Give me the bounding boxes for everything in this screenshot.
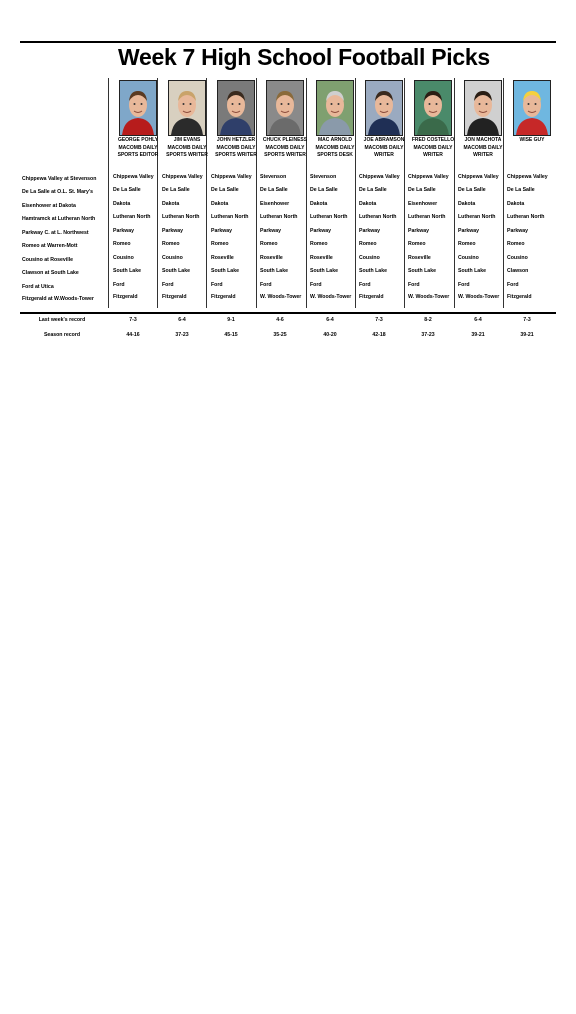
pick-cell: Lutheran North [113,214,151,220]
game-label: Clawson at South Lake [22,270,79,276]
pick-cell: Parkway [359,228,381,234]
pick-cell: Eisenhower [260,201,290,207]
pick-cell: Chippewa Valley [359,174,400,180]
pick-cell: De La Salle [162,187,190,193]
pick-cell: Lutheran North [310,214,348,220]
picker-caption [113,137,163,160]
pick-cell: Roseville [310,255,333,261]
fred-costello-photo-icon [414,80,452,136]
pick-cell: South Lake [359,268,387,274]
pick-cell: Ford [310,282,322,288]
column-divider [454,78,455,308]
pick-cell: Cousino [458,255,479,261]
picker-line2: MACOMB DAILY [216,144,256,151]
pick-cell: De La Salle [458,187,486,193]
season-record: 39-21 [471,332,485,338]
pick-cell: Lutheran North [458,214,496,220]
pick-cell: Fitzgerald [113,294,138,300]
pick-cell: De La Salle [260,187,288,193]
picker-line2: MACOMB DAILY [265,144,305,151]
pick-cell: Romeo [458,241,476,247]
game-label: Hamtramck at Lutheran North [22,216,96,222]
pick-cell: Parkway [310,228,332,234]
pick-cell: Cousino [507,255,528,261]
pick-cell: Roseville [211,255,234,261]
pick-cell: Dakota [113,201,131,207]
john-hetzler-photo-icon [217,80,255,136]
column-divider [503,78,504,308]
pick-cell: Lutheran North [359,214,397,220]
pick-cell: Lutheran North [162,214,200,220]
pick-cell: Dakota [359,201,377,207]
pick-cell: W. Woods-Tower [260,294,302,300]
pick-cell: Ford [458,282,470,288]
last-week-record: 7-3 [523,317,531,323]
picker-name: MAC ARNOLD [318,137,352,143]
pick-cell: Dakota [507,201,525,207]
column-divider [355,78,356,308]
pick-cell: Cousino [359,255,380,261]
pick-cell: De La Salle [113,187,141,193]
pick-cell: Dakota [310,201,328,207]
pick-cell: Ford [408,282,420,288]
pick-cell: South Lake [408,268,436,274]
pick-cell: South Lake [162,268,190,274]
pick-cell: Romeo [310,241,328,247]
last-week-record: 8-2 [424,317,432,323]
pick-cell: Ford [507,282,519,288]
chuck-pleiness-photo-icon [266,80,304,136]
pick-cell: Ford [211,282,223,288]
pick-cell: Chippewa Valley [162,174,203,180]
season-record: 39-21 [520,332,534,338]
last-week-label: Last week's record [38,317,86,323]
last-week-record: 6-4 [474,317,482,323]
pick-cell: Parkway [260,228,282,234]
game-label: Chippewa Valley at Stevenson [22,176,97,182]
pick-cell: Chippewa Valley [458,174,499,180]
picker-line3: SPORTS WRITER [264,152,306,158]
column-divider [306,78,307,308]
picker-caption [310,137,360,160]
game-label: Ford at Utica [22,284,54,290]
picker-name: JON MACHOTA [464,137,502,143]
season-record: 37-23 [421,332,435,338]
pick-cell: W. Woods-Tower [408,294,450,300]
picker-line3: WRITER [473,152,493,158]
pick-cell: Chippewa Valley [211,174,252,180]
pick-cell: Chippewa Valley [113,174,154,180]
jon-machota-photo-icon [464,80,502,136]
picker-line2: MACOMB DAILY [413,144,453,151]
picker-name: JIM EVANS [173,137,201,143]
pick-cell: Lutheran North [260,214,298,220]
pick-cell: South Lake [113,268,141,274]
pick-cell: Parkway [507,228,529,234]
season-record: 35-25 [273,332,287,338]
pick-cell: Chippewa Valley [507,174,548,180]
pick-cell: Roseville [260,255,283,261]
last-week-record: 6-4 [178,317,186,323]
pick-cell: Ford [113,282,125,288]
mac-arnold-photo-icon [316,80,354,136]
pick-cell: Romeo [260,241,278,247]
picker-line2: MACOMB DAILY [463,144,503,151]
pick-cell: Fitzgerald [359,294,384,300]
picker-line3: SPORTS WRITER [215,152,257,158]
season-record: 45-15 [224,332,238,338]
season-record: 37-23 [175,332,189,338]
pick-cell: Ford [260,282,272,288]
column-divider [206,78,207,308]
game-label: Cousino at Roseville [22,257,74,263]
game-label: De La Salle at O.L. St. Mary's [22,189,94,195]
pick-cell: Dakota [162,201,180,207]
pick-cell: De La Salle [507,187,535,193]
wise-guy-cartoon-icon [513,80,551,136]
pick-cell: Cousino [113,255,134,261]
pick-cell: W. Woods-Tower [458,294,500,300]
pick-cell: Lutheran North [211,214,249,220]
picker-line3: SPORTS DESK [317,152,353,158]
pick-cell: Roseville [408,255,431,261]
pick-cell: Romeo [113,241,131,247]
pick-cell: Romeo [359,241,377,247]
pick-cell: South Lake [211,268,239,274]
jim-evans-photo-icon [168,80,206,136]
pick-cell: Cousino [162,255,183,261]
pick-cell: Romeo [162,241,180,247]
picker-name: GEORGE POHLY [117,137,159,143]
records-rule [20,312,556,314]
last-week-record: 7-3 [375,317,383,323]
season-record: 42-18 [372,332,386,338]
picker-caption [359,137,409,160]
column-divider [108,78,109,308]
picker-line2: MACOMB DAILY [364,144,404,151]
picker-name: FRED COSTELLO [411,137,455,143]
pick-cell: Parkway [211,228,233,234]
joe-abramson-photo-icon [365,80,403,136]
picker-line3: WRITER [423,152,443,158]
pick-cell: Fitzgerald [507,294,532,300]
picker-line3: WRITER [374,152,394,158]
column-divider [256,78,257,308]
game-label: Fitzgerald at W.Woods-Tower [22,296,94,302]
picker-name: CHUCK PLEINESS [262,137,308,143]
george-pohly-photo-icon [119,80,157,136]
pick-cell: Fitzgerald [162,294,187,300]
pick-cell: Parkway [458,228,480,234]
picker-caption [408,137,458,160]
pick-cell: Stevenson [310,174,337,180]
pick-cell: Romeo [211,241,229,247]
pick-cell: De La Salle [408,187,436,193]
pick-cell: Lutheran North [507,214,545,220]
season-record: 44-16 [126,332,140,338]
picker-line2: MACOMB DAILY [315,144,355,151]
picker-name: JOE ABRAMSON [363,137,405,143]
picker-caption [162,137,212,160]
picker-line2: MACOMB DAILY [118,144,158,151]
page-title: Week 7 High School Football Picks [118,44,490,70]
column-divider [404,78,405,308]
pick-cell: Dakota [458,201,476,207]
pick-cell: South Lake [260,268,288,274]
season-record: 40-20 [323,332,337,338]
pick-cell: De La Salle [359,187,387,193]
last-week-record: 7-3 [129,317,137,323]
picker-caption [507,137,557,145]
picker-line3: SPORTS EDITOR [117,152,159,158]
pick-cell: South Lake [458,268,486,274]
pick-cell: Parkway [162,228,184,234]
last-week-record: 4-6 [276,317,284,323]
pick-cell: South Lake [310,268,338,274]
top-rule [20,41,556,43]
pick-cell: De La Salle [310,187,338,193]
pick-cell: Ford [162,282,174,288]
pick-cell: Chippewa Valley [408,174,449,180]
game-label: Eisenhower at Dakota [22,203,76,209]
last-week-record: 9-1 [227,317,235,323]
pick-cell: Fitzgerald [211,294,236,300]
picker-line2: MACOMB DAILY [167,144,207,151]
pick-cell: Stevenson [260,174,287,180]
last-week-record: 6-4 [326,317,334,323]
pick-cell: Romeo [507,241,525,247]
picker-name: WISE GUY [519,137,545,143]
season-label: Season record [43,332,81,338]
pick-cell: Parkway [113,228,135,234]
game-label: Romeo at Warren-Mott [22,243,78,249]
pick-cell: W. Woods-Tower [310,294,352,300]
pick-cell: Eisenhower [408,201,438,207]
pick-cell: Parkway [408,228,430,234]
picker-caption [260,137,310,160]
pick-cell: Lutheran North [408,214,446,220]
pick-cell: De La Salle [211,187,239,193]
picker-name: JOHN HETZLER [216,137,256,143]
pick-cell: Ford [359,282,371,288]
pick-cell: Dakota [211,201,229,207]
pick-cell: Romeo [408,241,426,247]
picker-caption [458,137,508,160]
column-divider [157,78,158,308]
picker-line3: SPORTS WRITER [166,152,208,158]
picker-caption [211,137,261,160]
game-label: Parkway C. at L. Northwest [22,230,89,236]
pick-cell: Clawson [507,268,529,274]
